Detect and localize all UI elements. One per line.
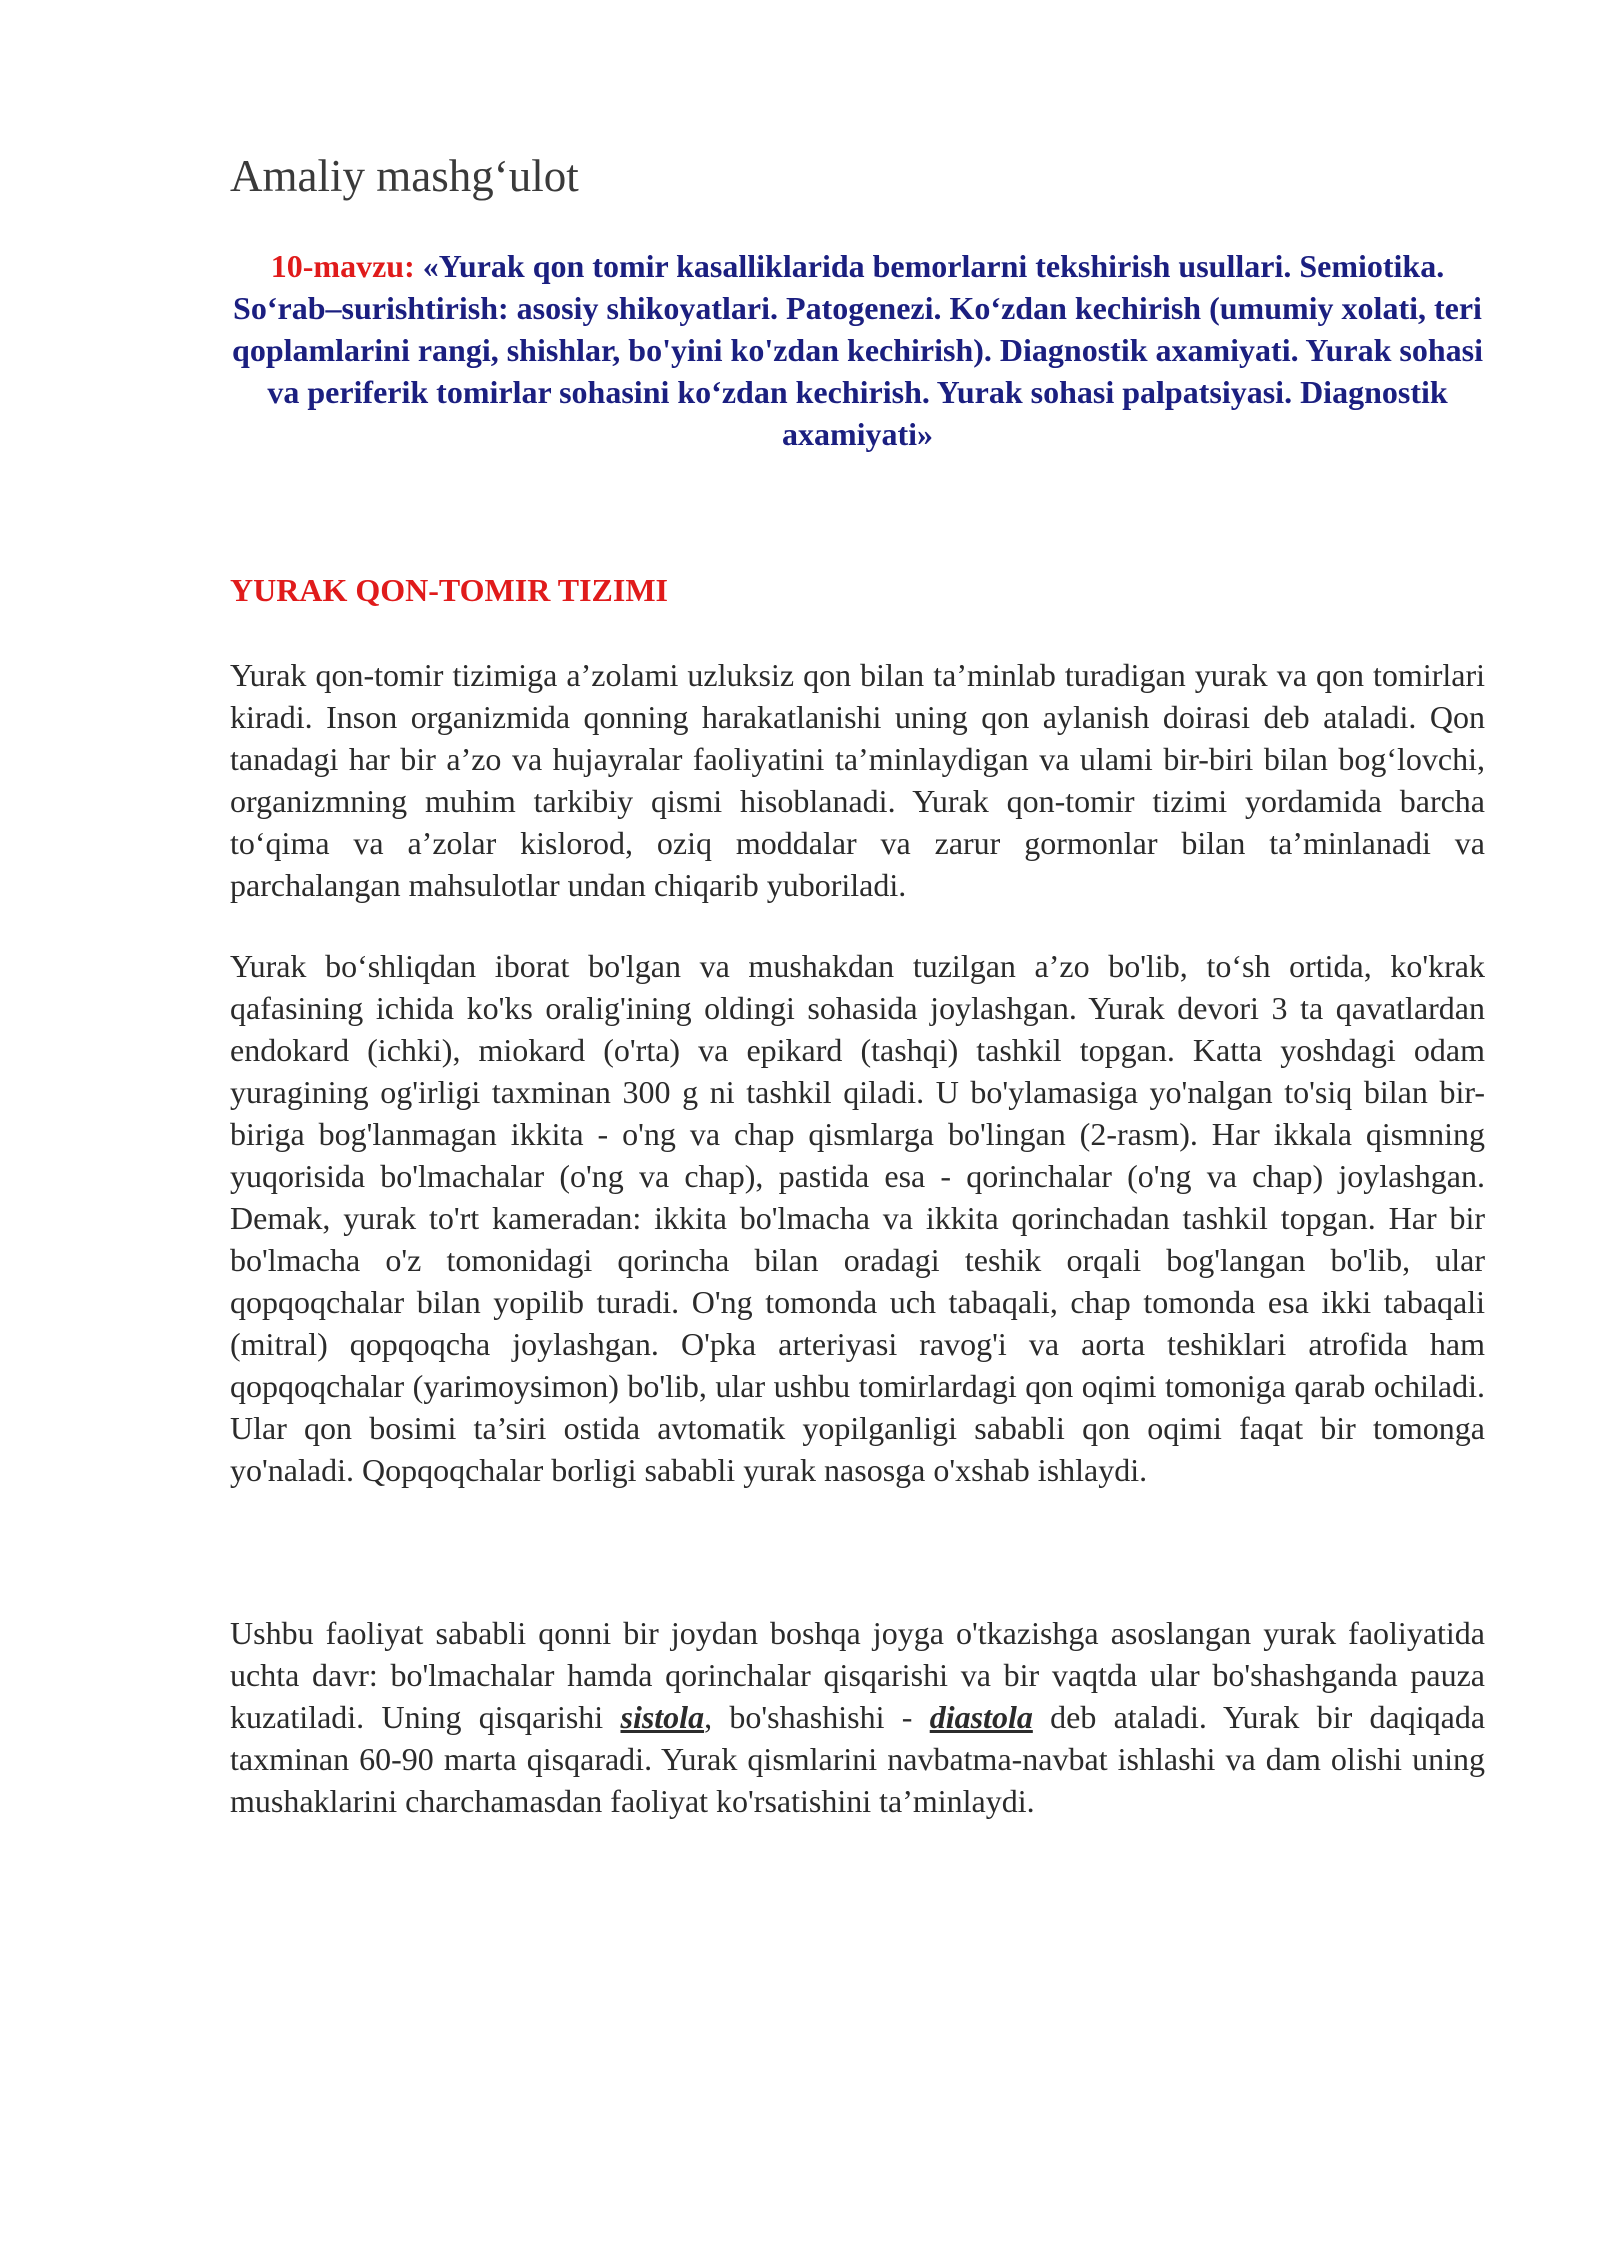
paragraph-3-text-b: , bo'shashishi - (704, 1699, 930, 1735)
paragraph-3-text-a: Ushbu faoliyat sababli qonni bir joydan boshqa joyga o'tkazishga asoslangan yurak faoliyatida uchta davr: bo'lmachalar hamda qorinchalar qisqarishi va bir vaqtda ular bo'shashganda pauza kuzatiladi. Uning qisqarishi (230, 1615, 1485, 1735)
section-title: YURAK QON-TOMIR TIZIMI (230, 572, 668, 608)
topic-text: «Yurak qon tomir kasalliklarida bemorlarni tekshirish usullari. Semiotika. So‘rab–surishtirish: asosiy shikoyatlari. Patogenezi. Ko‘zdan kechirish (umumiy xolati, teri qoplamlarini rangi, shishlar, bo'yini ko'zdan kechirish). Diagnostik axamiyati. Yurak sohasi va periferik tomirlar sohasini ko‘zdan kechirish. Yurak sohasi palpatsiyasi. Diagnostik axamiyati» (232, 248, 1483, 452)
paragraph-1: Yurak qon-tomir tizimiga a’zolami uzluksiz qon bilan ta’minlab turadigan yurak va qon tomirlari kiradi. Inson organizmida qonning harakatlanishi uning qon aylanish doirasi deb ataladi. Qon tanadagi har bir a’zo va hujayralar faoliyatini ta’minlaydigan va ulami bir-biri bilan bog‘lovchi, organizmning muhim tarkibiy qismi hisoblanadi. Yurak qon-tomir tizimi yordamida barcha to‘qima va a’zolar kislorod, oziq moddalar va zarur gormonlar bilan ta’minlanadi va parchalangan mahsulotlar undan chiqarib yuboriladi. (230, 657, 1485, 903)
topic-label: 10-mavzu: (270, 248, 415, 284)
term-diastola: diastola (929, 1699, 1033, 1735)
document-title: Amaliy mashg‘ulot (230, 151, 579, 201)
paragraph-3 (230, 1612, 1485, 1822)
paragraph-2: Yurak bo‘shliqdan iborat bo'lgan va mushakdan tuzilgan a’zo bo'lib, to‘sh ortida, ko'krak qafasining ichida ko'ks oralig'ining oldingi sohasida joylashgan. Yurak devori 3 ta qavatlardan endokard (ichki), miokard (o'rta) va epikard (tashqi) tashkil topgan. Katta yoshdagi odam yuragining og'irligi taxminan 300 g ni tashkil qiladi. U bo'ylamasiga yo'nalgan to'siq bilan bir-biriga bog'lanmagan ikkita - o'ng va chap qismlarga bo'lingan (2-rasm). Har ikkala qismning yuqorisida bo'lmachalar (o'ng va chap), pastida esa - qorinchalar (o'ng va chap) joylashgan. Demak, yurak to'rt kameradan: ikkita bo'lmacha va ikkita qorinchadan tashkil topgan. Har bir bo'lmacha o'z tomonidagi qorincha bilan oradagi teshik orqali bog'langan bo'lib, ular qopqoqchalar bilan yopilib turadi. O'ng tomonda uch tabaqali, chap tomonda esa ikki tabaqali (mitral) qopqoqcha joylashgan. O'pka arteriyasi ravog'i va aorta teshiklari atrofida ham qopqoqchalar (yarimoysimon) bo'lib, ular ushbu tomirlardagi qon oqimi tomoniga qarab ochiladi. Ular qon bosimi ta’siri ostida avtomatik yopilganligi sababli qon oqimi faqat bir tomonga yo'naladi. Qopqoqchalar borligi sababli yurak nasosga o'xshab ishlaydi. (230, 948, 1485, 1488)
topic-heading (230, 245, 1485, 455)
paragraph-3-text-c: deb ataladi. Yurak bir daqiqada taxminan 60-90 marta qisqaradi. Yurak qismlarini navbatma-navbat ishlashi va dam olishi uning mushaklarini charchamasdan faoliyat ko'rsatishini ta’minlaydi. (230, 1699, 1486, 1819)
term-sistola: sistola (620, 1699, 705, 1735)
